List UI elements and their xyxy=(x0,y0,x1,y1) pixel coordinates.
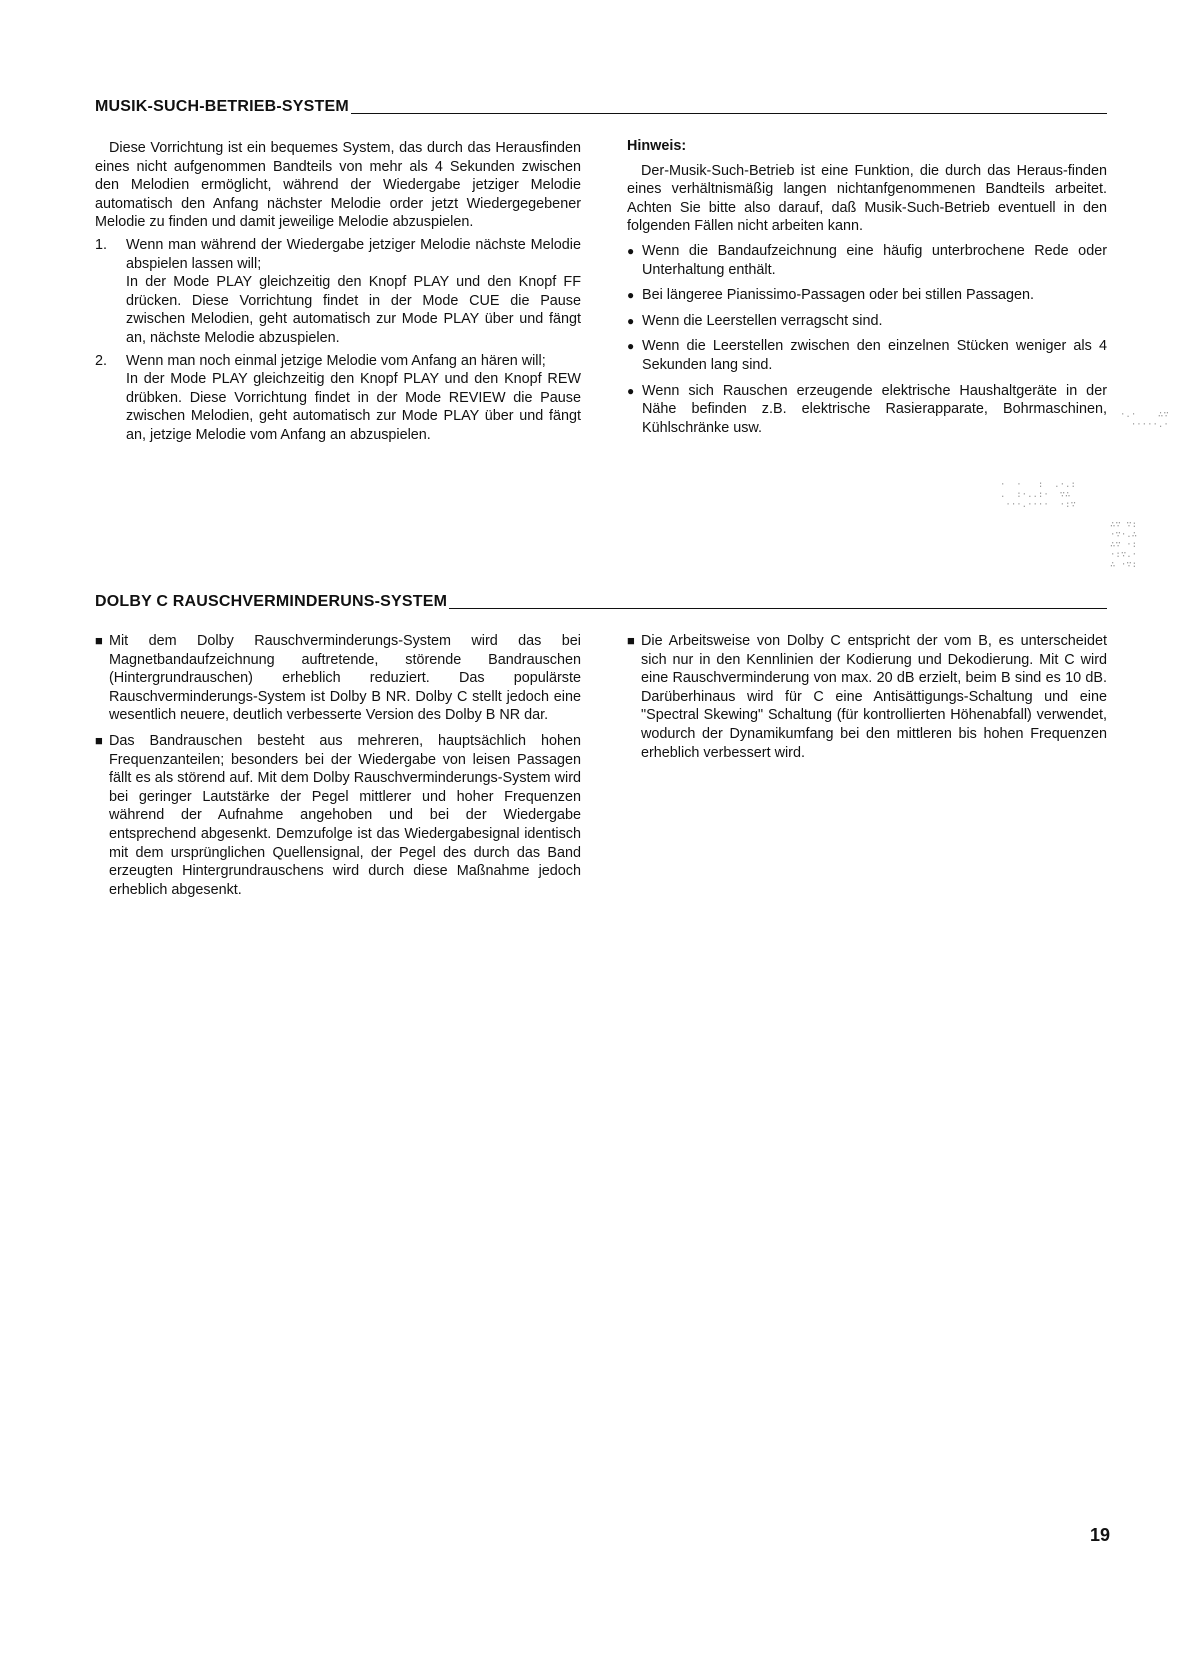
list-item xyxy=(95,236,581,348)
scan-noise: ·.· ∴∵ ·····.· xyxy=(1120,410,1169,430)
bullet-dot-icon: ● xyxy=(627,383,635,398)
note-label: Hinweis: xyxy=(627,138,687,154)
square-bullet-icon: ■ xyxy=(95,732,103,748)
list-item: ■ Die Arbeitsweise von Dolby C entspricht der vom B, es unterscheidet sich nur in den Kennlinien der Kodierung und Dekodierung. Mit C wird eine Rauschverminderung von max. 20 dB erzielt, beim B sind es 10 dB. Darüberhinaus wird für C eine Antisättigungs-Schaltung und eine "Spectral Skewing" Schaltung (für kontrollierten Höhenabfall) verwendet, wodurch der Dynamikumfang bei den mittleren bis hohen Frequenzen erheblich verbessert wird. xyxy=(627,633,1107,761)
section-title-dolby xyxy=(95,593,1107,611)
list-item: ■ Das Bandrauschen besteht aus mehreren, hauptsächlich hohen Frequenzanteilen; besonders bei der Wiedergabe von leisen Passagen fällt es als störend auf. Mit dem Dolby Rauschverminderungs-System wird bei geringer Lautstärke der Pegel mittlerer und hoher Frequenzen während der Aufnahme angehoben und bei der Wiedergabe entsprechend abgesenkt. Demzufolge ist das Wiedergabesignal identisch mit dem ursprünglichen Quellensignal, der Pegel des durch das Band erzeugten Hintergrundrauschens wird durch diese Maßnahme jedoch erheblich abgesenkt. xyxy=(95,732,581,898)
bullet-dot-icon: ● xyxy=(627,313,635,328)
dolby-right-list xyxy=(627,632,1107,762)
list-item: ■ Mit dem Dolby Rauschverminderungs-System wird das bei Magnetbandaufzeichnung auftretende, störende Bandrauschen (Hintergrundrauschen) erheblich reduziert. Das populärste Rauschverminderungs-System ist Dolby B NR. Dolby C stellt jedoch eine wesentlich neuere, deutlich verbesserte Version des Dolby B NR dar. xyxy=(95,633,581,724)
section-rule xyxy=(449,608,1107,609)
note-paragraph: Der-Musik-Such-Betrieb ist eine Funktion, die durch das Heraus-finden eines verhältnismäßig langen nichtanfgenommenen Bandteils arbeitet. Achten Sie bitte also darauf, daß Musik-Such-Betrieb eventuell in den folgenden Fällen nicht arbeiten kann. xyxy=(627,162,1107,235)
section-title-musik xyxy=(95,98,1107,116)
square-bullet-icon: ■ xyxy=(95,633,103,648)
musik-note-column xyxy=(627,137,1107,444)
bullet-dot-icon: ● xyxy=(627,288,635,303)
step-number: 1. xyxy=(95,236,108,253)
list-item: ● Wenn sich Rauschen erzeugende elektrische Haushaltgeräte in der Nähe befinden z.B. elektrische Rasierapparate, Bohrmaschinen, Kühlschränke usw. xyxy=(627,382,1107,436)
dolby-right-column xyxy=(627,632,1107,769)
musik-intro-paragraph: Diese Vorrichtung ist ein bequemes System, das durch das Herausfinden eines nicht aufgenommen Bandteils von mehr als 4 Sekunden zwischen den Melodien ermöglicht, während der Wiedergabe jetziger Melodie automatisch den Anfang nächster Melodie order jetzt Wiedergegebener Melodie zu finden und damit jeweilige Melodie abzuspielen. xyxy=(95,140,581,231)
bullet-dot-icon: ● xyxy=(627,243,635,258)
list-item: ● Wenn die Leerstellen zwischen den einzelnen Stücken weniger als 4 Sekunden lang sind. xyxy=(627,338,1107,373)
step-condition: Wenn man während der Wiedergabe jetziger Melodie nächste Melodie abspielen lassen will; xyxy=(126,236,581,272)
scan-noise: · · : .·.: . :·..:· ∵∴ ···.···· ·:∵ xyxy=(1000,480,1076,510)
dolby-left-list xyxy=(95,632,581,899)
bullet-dot-icon: ● xyxy=(627,339,635,354)
step-instruction: In der Mode PLAY gleichzeitig den Knopf PLAY und den Knopf REW drübken. Diese Vorrichtung findet in der Mode REVIEW die Pause zwischen Melodien, geht automatisch zur Mode PLAY über und fängt an, jetzige Melodie vom Anfang an abzuspielen. xyxy=(126,371,581,443)
list-item: ● Wenn die Bandaufzeichnung eine häufig unterbrochene Rede oder Unterhaltung enthält. xyxy=(627,242,1107,278)
page-number: 19 xyxy=(1090,1525,1111,1545)
musik-steps-list xyxy=(95,236,581,445)
list-item: ● Wenn die Leerstellen verragscht sind. xyxy=(627,312,883,329)
scan-noise: ∴∵ ∵: ·∵·.∴ ∴∵ ·: ·:∵.· ∴ ·∵: xyxy=(1110,520,1138,570)
step-condition: Wenn man noch einmal jetzige Melodie vom Anfang an hären will; xyxy=(126,352,546,369)
section-rule xyxy=(351,113,1107,114)
musik-left-column xyxy=(95,139,581,449)
step-instruction: In der Mode PLAY gleichzeitig den Knopf PLAY und den Knopf FF drücken. Diese Vorrichtung findet in der Mode CUE die Pause zwischen Melodien, geht automatisch zur Mode PLAY über und fängt an, nächste Melodie abzuspielen. xyxy=(126,274,581,346)
square-bullet-icon: ■ xyxy=(627,633,635,648)
section-heading-dolby: DOLBY C RAUSCHVERMINDERUNS-SYSTEM xyxy=(95,593,448,610)
section-heading-musik: MUSIK-SUCH-BETRIEB-SYSTEM xyxy=(95,98,349,115)
list-item: ● Bei längeree Pianissimo-Passagen oder bei stillen Passagen. xyxy=(627,287,1034,304)
step-number: 2. xyxy=(95,352,108,369)
note-bullet-list xyxy=(627,242,1107,437)
dolby-left-column xyxy=(95,632,581,906)
list-item xyxy=(95,352,581,445)
